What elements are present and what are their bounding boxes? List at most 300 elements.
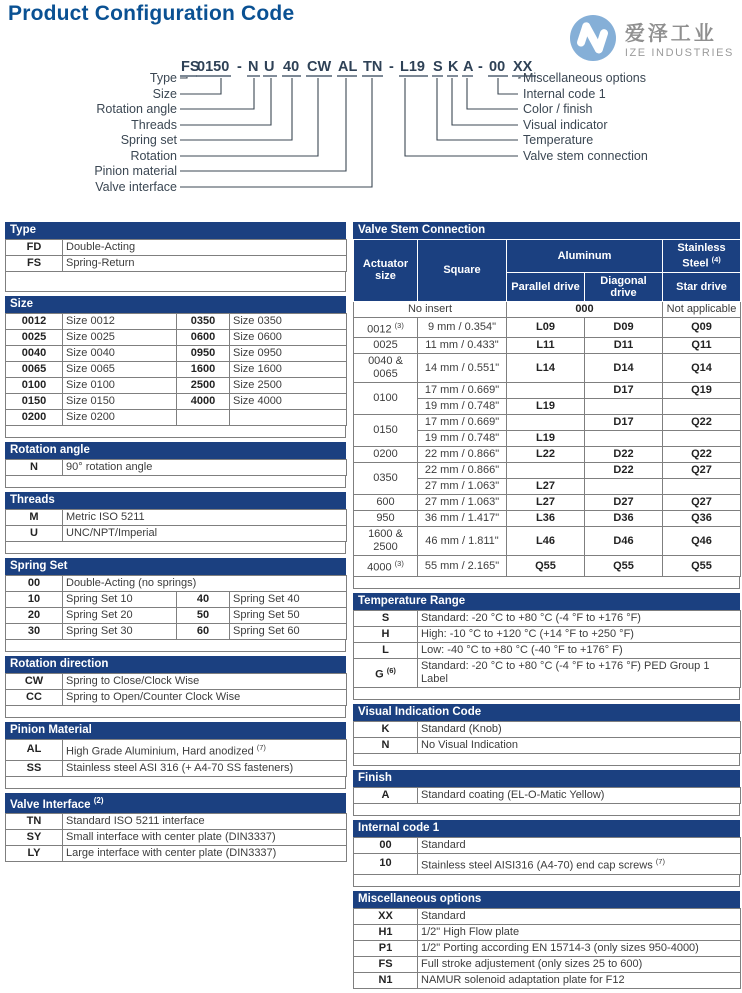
value-cell [354, 317, 418, 338]
diagram-label-spring-set: Spring set [120, 133, 177, 147]
value-cell [418, 610, 741, 626]
section-miscellaneous-options [353, 891, 740, 989]
value-cell [63, 346, 177, 362]
cell-text: 0200 [373, 448, 398, 461]
table-row [354, 383, 741, 399]
value-cell [418, 787, 741, 803]
section-header-miscellaneous-options [353, 891, 740, 908]
value-cell [230, 394, 347, 410]
value-cell [418, 431, 507, 447]
value-cell [663, 338, 741, 354]
value-cell [507, 447, 585, 463]
table-row [6, 240, 347, 256]
cell-text: 60 [196, 625, 210, 637]
cell-text: Q36 [691, 512, 712, 525]
value-cell [507, 317, 585, 338]
table-row [354, 527, 741, 556]
section-pinion-material [5, 722, 346, 789]
section-title: Temperature Range [358, 594, 466, 607]
footnote-marker: (7) [256, 743, 266, 752]
cell-text: 0025 [373, 339, 398, 352]
header-cell [663, 272, 741, 301]
cell-text: Size 0025 [66, 331, 115, 343]
diagram-label-color-finish: Color / finish [523, 102, 593, 116]
cell-text: 14 mm / 0.551" [424, 361, 500, 374]
table-row [6, 846, 347, 862]
code-cell [6, 330, 63, 346]
code-cell [6, 394, 63, 410]
table-miscellaneous-options [353, 908, 741, 989]
cell-text: 600 [376, 496, 395, 509]
value-cell [230, 378, 347, 394]
value-cell [507, 415, 585, 431]
footnote-marker: (7) [655, 856, 665, 866]
section-header-temperature-range [353, 593, 740, 610]
table-spacer [5, 777, 346, 789]
value-cell [663, 399, 741, 415]
cell-text: Q11 [691, 339, 712, 352]
cell-text: D17 [613, 416, 634, 429]
cell-text: G [375, 668, 387, 681]
section-header-pinion-material [5, 722, 346, 739]
cell-text: Size 0100 [66, 379, 115, 391]
cell-text: Not applicable [666, 302, 737, 315]
value-cell [507, 527, 585, 556]
header-cell [507, 240, 663, 273]
code-cell [6, 740, 63, 761]
table-spacer [353, 577, 740, 589]
cell-text: Size 0200 [66, 411, 115, 423]
cell-text: P1 [378, 941, 393, 954]
value-cell [418, 479, 507, 495]
cell-text: 0200 [21, 411, 47, 423]
page-title: Product Configuration Code [8, 2, 295, 25]
table-valve-interface [5, 813, 347, 862]
table-spacer [5, 542, 346, 554]
value-cell [507, 463, 585, 479]
value-cell [418, 447, 507, 463]
table-row [354, 837, 741, 853]
cell-text: 40 [196, 593, 210, 605]
table-spacer [5, 476, 346, 488]
value-cell [354, 556, 418, 577]
value-cell [507, 301, 663, 317]
cell-text: Stainless Steel [677, 242, 726, 270]
cell-text: D36 [613, 512, 634, 525]
code-cell [6, 460, 63, 476]
code-cell [354, 737, 418, 753]
cell-text: Q14 [691, 361, 712, 374]
value-cell [354, 338, 418, 354]
logo-chinese-name: 爱泽工业 [624, 23, 717, 45]
section-type [5, 222, 346, 292]
cell-text: High: -10 °C to +120 °C (+14 °F to +250 °F) [421, 627, 634, 640]
right-table-column [353, 222, 740, 993]
cell-text: D27 [613, 496, 634, 509]
cell-text: Size 0012 [66, 315, 115, 327]
value-cell [354, 383, 418, 415]
cell-text: 10 [379, 857, 392, 870]
section-rotation-angle [5, 442, 346, 488]
cell-text: 0040 [21, 347, 47, 359]
value-cell [585, 431, 663, 447]
table-row [354, 495, 741, 511]
cell-text: Stainless steel AISI316 (A4-70) end cap screws [421, 859, 656, 872]
cell-text: 0350 [373, 472, 398, 485]
section-rotation-direction [5, 656, 346, 718]
diagram-label-type: Type [149, 71, 177, 85]
table-row [354, 610, 741, 626]
cell-text: 0950 [190, 347, 216, 359]
table-row [6, 830, 347, 846]
value-cell [418, 556, 507, 577]
code-cell [177, 592, 230, 608]
cell-text: NAMUR solenoid adaptation plate for F12 [421, 973, 625, 986]
section-header-size [5, 296, 346, 313]
cell-text: 0012 [367, 323, 395, 336]
value-cell [663, 415, 741, 431]
value-cell [663, 511, 741, 527]
code-segment-internal-code: 00 [489, 59, 506, 75]
value-cell [418, 338, 507, 354]
value-cell [63, 410, 177, 426]
section-title: Threads [10, 494, 55, 506]
cell-text: D09 [613, 320, 634, 333]
code-cell [6, 314, 63, 330]
code-cell [6, 608, 63, 624]
code-cell [6, 256, 63, 272]
value-cell [63, 608, 177, 624]
cell-text: Size 0040 [66, 347, 115, 359]
value-cell [63, 690, 347, 706]
section-title: Valve Interface [10, 798, 94, 811]
cell-text: H1 [378, 925, 393, 938]
cell-text: H [381, 627, 390, 640]
code-cell [354, 940, 418, 956]
cell-text: Size 4000 [233, 395, 282, 407]
tables-area [5, 222, 740, 993]
cell-text: Standard [421, 838, 466, 851]
table-finish [353, 787, 741, 804]
cell-text: Small interface with center plate (DIN3337) [66, 831, 276, 844]
code-cell [6, 576, 63, 592]
value-cell [418, 626, 741, 642]
code-cell [6, 830, 63, 846]
diagram-label-valve-stem-connection: Valve stem connection [523, 149, 648, 163]
value-cell [663, 447, 741, 463]
table-row [6, 394, 347, 410]
cell-text: 000 [575, 302, 594, 315]
value-cell [418, 972, 741, 988]
cell-text: L46 [536, 534, 555, 547]
code-segment-temperature: S [433, 59, 443, 75]
code-cell [6, 846, 63, 862]
table-rotation-angle [5, 459, 347, 476]
table-row [6, 378, 347, 394]
section-title: Rotation direction [10, 658, 109, 670]
cell-text: Star drive [676, 280, 727, 293]
cell-text: Actuator size [362, 258, 409, 283]
value-cell [585, 415, 663, 431]
cell-text: 2500 [190, 379, 216, 391]
code-separator: - [478, 59, 483, 75]
cell-text: 0100 [373, 392, 398, 405]
cell-text: Parallel drive [511, 280, 580, 293]
code-cell [177, 378, 230, 394]
cell-text: 27 mm / 1.063" [424, 496, 500, 509]
cell-text: D17 [613, 384, 634, 397]
value-cell [663, 301, 741, 317]
table-row [6, 410, 347, 426]
code-cell [6, 378, 63, 394]
section-title: Pinion Material [10, 724, 92, 736]
code-segment-misc-options: XX [513, 59, 533, 75]
code-cell [177, 624, 230, 640]
value-cell [354, 527, 418, 556]
cell-text: 0025 [21, 331, 47, 343]
value-cell [63, 330, 177, 346]
section-temperature-range [353, 593, 740, 700]
cell-text: Double-Acting [66, 241, 136, 253]
cell-text: N1 [378, 973, 393, 986]
table-row [6, 608, 347, 624]
cell-text: L19 [536, 432, 555, 445]
cell-text: L36 [536, 512, 555, 525]
code-cell [177, 314, 230, 330]
cell-text: FS [378, 957, 393, 970]
table-row [6, 346, 347, 362]
code-segment-type: FS [181, 59, 200, 75]
cell-text: Standard: -20 °C to +80 °C (-4 °F to +176 °F) PED Group 1 Label [421, 659, 710, 685]
cell-text: Full stroke adjustement (only sizes 25 to 600) [421, 957, 643, 970]
value-cell [663, 495, 741, 511]
cell-text: 1/2" High Flow plate [421, 925, 520, 938]
value-cell [663, 556, 741, 577]
cell-text: 22 mm / 0.866" [424, 464, 500, 477]
value-cell [418, 317, 507, 338]
value-cell [507, 431, 585, 447]
section-title: Miscellaneous options [358, 892, 482, 905]
footnote-marker: (3) [394, 559, 404, 569]
value-cell [418, 837, 741, 853]
value-cell [354, 511, 418, 527]
cell-text: 19 mm / 0.748" [424, 400, 500, 413]
table-row [6, 362, 347, 378]
value-cell [63, 846, 347, 862]
cell-text: Spring Set 60 [233, 625, 300, 637]
table-row [354, 972, 741, 988]
cell-text: 0600 [190, 331, 216, 343]
cell-text: 30 [27, 625, 41, 637]
cell-text: Spring Set 20 [66, 609, 133, 621]
footnote-marker: (4) [711, 255, 721, 264]
cell-text: FD [26, 241, 42, 253]
section-header-finish [353, 770, 740, 787]
value-cell [354, 354, 418, 383]
value-cell [63, 394, 177, 410]
cell-text: Large interface with center plate (DIN3337) [66, 847, 277, 860]
section-internal-code-1 [353, 820, 740, 887]
table-spacer [5, 272, 346, 292]
cell-text: S [381, 611, 390, 624]
cell-text: AL [26, 743, 42, 756]
cell-text: Q19 [691, 384, 712, 397]
table-row [6, 256, 347, 272]
code-cell [354, 787, 418, 803]
diagram-label-visual-indicator: Visual indicator [523, 118, 608, 132]
cell-text: Standard ISO 5211 interface [66, 815, 205, 828]
table-internal-code-1 [353, 837, 741, 875]
value-cell [507, 338, 585, 354]
cell-text: Spring Set 50 [233, 609, 300, 621]
value-cell [63, 830, 347, 846]
section-size [5, 296, 346, 438]
diagram-label-threads: Threads [131, 118, 177, 132]
header-cell [418, 240, 507, 302]
value-cell [418, 721, 741, 737]
cell-text: Spring Set 40 [233, 593, 300, 605]
value-cell [585, 399, 663, 415]
value-cell [585, 556, 663, 577]
cell-text: 0040 & 0065 [368, 355, 403, 381]
section-title: Type [10, 224, 36, 236]
section-header-valve-stem-connection [353, 222, 740, 239]
code-cell [354, 972, 418, 988]
cell-text: Stainless steel ASI 316 (+ A4-70 SS fasteners) [66, 761, 294, 774]
cell-text: CC [26, 691, 42, 703]
value-cell [585, 338, 663, 354]
table-row [354, 721, 741, 737]
cell-text: 0065 [21, 363, 47, 375]
value-cell [63, 256, 347, 272]
code-cell [354, 853, 418, 874]
value-cell [507, 479, 585, 495]
value-cell [230, 592, 347, 608]
code-cell [6, 624, 63, 640]
value-cell [585, 447, 663, 463]
footnote-marker: (6) [386, 666, 396, 676]
diagram-connector-lines [180, 77, 520, 187]
code-segment-rotation: CW [307, 59, 332, 75]
cell-text: LY [27, 847, 41, 860]
cell-text: 00 [379, 838, 392, 851]
table-row [354, 447, 741, 463]
section-title: Rotation angle [10, 444, 90, 456]
cell-text: N [381, 738, 390, 751]
left-table-column [5, 222, 346, 993]
cell-text: Standard coating (EL-O-Matic Yellow) [421, 788, 605, 801]
cell-text: 46 mm / 1.811" [425, 534, 499, 547]
value-cell [418, 940, 741, 956]
table-row [354, 301, 741, 317]
cell-text: Metric ISO 5211 [66, 511, 145, 523]
code-cell [6, 814, 63, 830]
cell-text: 0150 [373, 424, 398, 437]
value-cell [418, 658, 741, 687]
code-separator: - [389, 59, 394, 75]
section-threads [5, 492, 346, 554]
footnote-marker: (2) [93, 795, 104, 805]
table-row [354, 908, 741, 924]
value-cell [63, 240, 347, 256]
cell-text: 10 [27, 593, 41, 605]
cell-text: L27 [536, 480, 555, 493]
value-cell [230, 362, 347, 378]
table-row [6, 510, 347, 526]
cell-text: D22 [613, 448, 634, 461]
table-row [6, 526, 347, 542]
cell-text: 9 mm / 0.354" [427, 320, 497, 333]
value-cell [63, 814, 347, 830]
table-row [354, 642, 741, 658]
cell-text: 0150 [21, 395, 47, 407]
value-cell [230, 330, 347, 346]
cell-text: 4000 [190, 395, 216, 407]
code-cell [177, 346, 230, 362]
value-cell [418, 383, 507, 399]
cell-text: 0100 [21, 379, 47, 391]
code-separator: - [237, 59, 242, 75]
value-cell [63, 526, 347, 542]
section-spring-set [5, 558, 346, 652]
value-cell [585, 511, 663, 527]
cell-text: 0350 [190, 315, 216, 327]
table-row [354, 463, 741, 479]
table-size [5, 313, 347, 426]
code-segment-rotation-angle: N [248, 59, 259, 75]
cell-text: 55 mm / 2.165" [424, 559, 500, 572]
code-cell [6, 510, 63, 526]
cell-text: Aluminum [557, 249, 612, 262]
value-cell [418, 415, 507, 431]
value-cell [585, 463, 663, 479]
value-cell [63, 624, 177, 640]
section-finish [353, 770, 740, 816]
cell-text: Low: -40 °C to +80 °C (-40 °F to +176° F) [421, 643, 623, 656]
table-row [6, 624, 347, 640]
value-cell [63, 314, 177, 330]
diagram-label-rotation-angle: Rotation angle [96, 102, 177, 116]
cell-text: Size 2500 [233, 379, 282, 391]
table-spacer [353, 804, 740, 816]
value-cell [418, 495, 507, 511]
code-cell [177, 608, 230, 624]
table-row [6, 674, 347, 690]
cell-text: 17 mm / 0.669" [424, 416, 500, 429]
cell-text: Q09 [691, 320, 712, 333]
cell-text: Standard [421, 909, 466, 922]
cell-text: Spring to Open/Counter Clock Wise [66, 691, 241, 703]
code-cell [354, 908, 418, 924]
cell-text: Size 0350 [233, 315, 282, 327]
value-cell [63, 378, 177, 394]
cell-text: FS [26, 257, 42, 269]
code-cell [6, 526, 63, 542]
value-cell [230, 410, 347, 426]
code-cell [6, 690, 63, 706]
section-header-rotation-direction [5, 656, 346, 673]
code-cell [354, 610, 418, 626]
diagram-label-rotation: Rotation [130, 149, 177, 163]
value-cell [354, 463, 418, 495]
section-title: Internal code 1 [358, 821, 440, 834]
value-cell [63, 592, 177, 608]
value-cell [585, 479, 663, 495]
cell-text: 27 mm / 1.063" [424, 480, 500, 493]
code-cell [177, 362, 230, 378]
code-segment-visual-indicator: K [448, 59, 459, 75]
code-cell [354, 956, 418, 972]
